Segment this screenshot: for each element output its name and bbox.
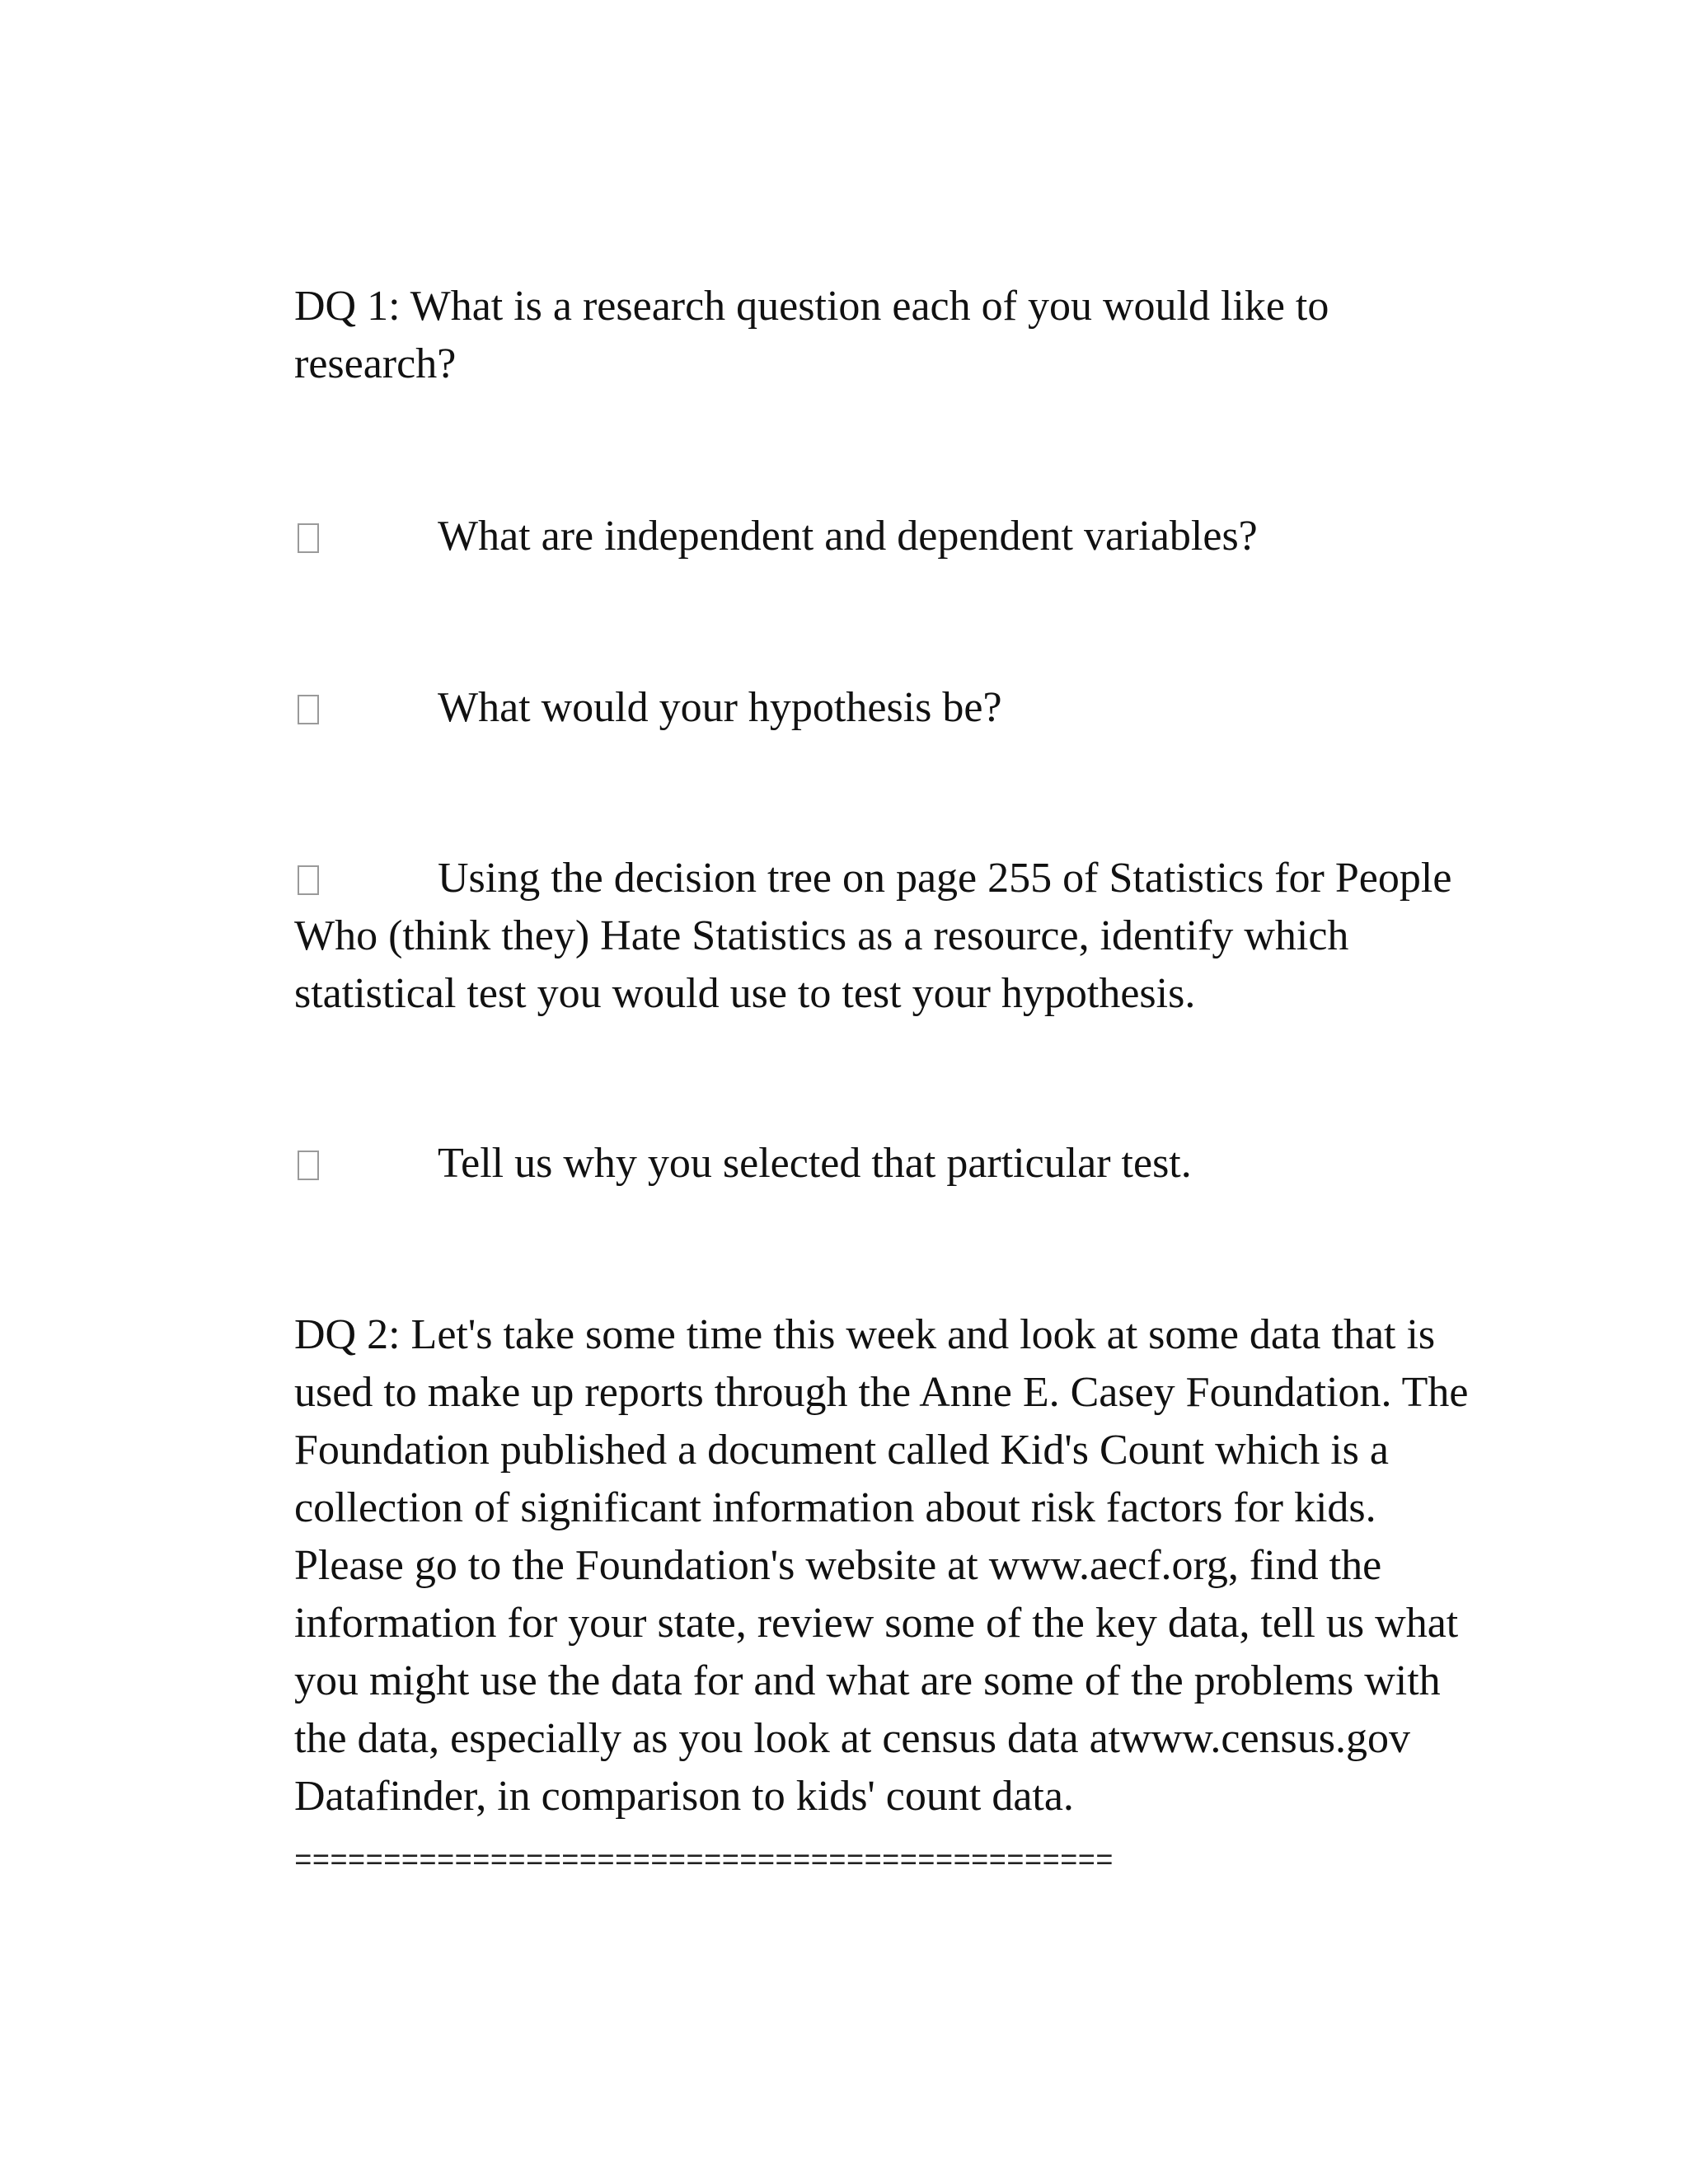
bullet-text: Using the decision tree on page 255 of Statistics for People Who (think they) Hate Statistics as a resource, identify which statistical test you would use to test your hypothesis. [294, 855, 1452, 1017]
bullet-text: What would your hypothesis be? [438, 684, 1002, 731]
checkbox-icon [298, 523, 319, 553]
checkbox-icon [298, 1151, 319, 1180]
dq1-bullet-4 [294, 1135, 1481, 1193]
checkbox-icon [298, 695, 319, 724]
dq1-bullet-3 [294, 850, 1481, 1023]
separator-line: ============================================== [294, 1844, 1114, 1878]
dq2-question: DQ 2: Let's take some time this week and look at some data that is used to make up reports through the Anne E. Casey Foundation. The Foundation published a document called Kid's Count which is a collection of significant information about risk factors for kids. Please go to the Foundation's website at www.aecf.org, find the information for your state, review some of the key data, tell us what you might use the data for and what are some of the problems with the data, especially as you look at census data atwww.census.gov Datafinder, in comparison to kids' count data. [294, 1311, 1469, 1820]
dq1-bullet-2 [294, 679, 1481, 737]
bullet-text: What are independent and dependent variables? [438, 513, 1258, 560]
dq1-bullet-1 [294, 508, 1481, 565]
bullet-text: Tell us why you selected that particular test. [438, 1140, 1192, 1187]
dq1-question: DQ 1: What is a research question each of you would like to research? [294, 283, 1329, 387]
checkbox-icon [298, 865, 319, 895]
